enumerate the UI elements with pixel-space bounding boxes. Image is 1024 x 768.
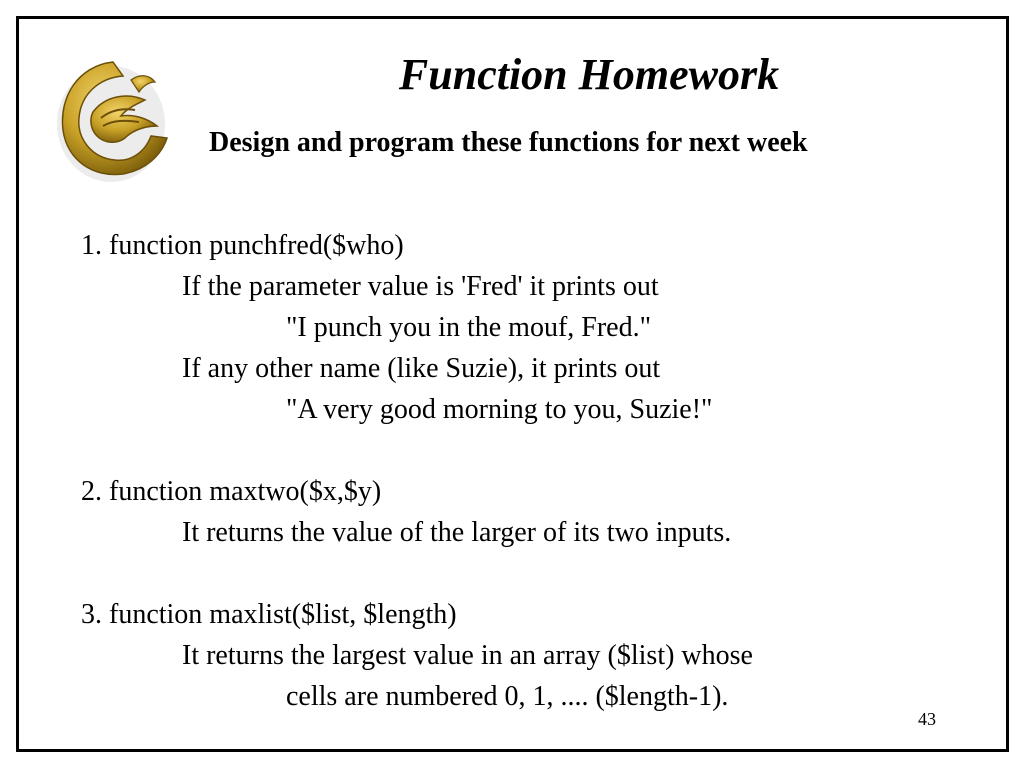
item-line: It returns the value of the larger of its two inputs. [182,517,732,548]
item-heading: 1. function punchfred($who) [81,230,404,261]
slide-title: Function Homework [398,50,780,99]
item-line: "I punch you in the mouf, Fred." [286,312,652,343]
slide-frame [16,16,1009,752]
item-line: "A very good morning to you, Suzie!" [286,394,713,425]
spacer [81,553,981,594]
pegasus-logo-icon [53,52,177,184]
slide-subtitle: Design and program these functions for next week [209,127,808,158]
slide-body [81,225,981,717]
item-heading: 2. function maxtwo($x,$y) [81,476,382,507]
item-line: cells are numbered 0, 1, .... ($length-1). [286,681,729,712]
item-heading: 3. function maxlist($list, $length) [81,599,457,630]
page-number: 43 [918,709,936,729]
item-line: If the parameter value is 'Fred' it prints out [182,271,659,302]
spacer [81,430,981,471]
item-line: If any other name (like Suzie), it prints out [182,353,661,384]
item-line: It returns the largest value in an array ($list) whose [182,640,753,671]
